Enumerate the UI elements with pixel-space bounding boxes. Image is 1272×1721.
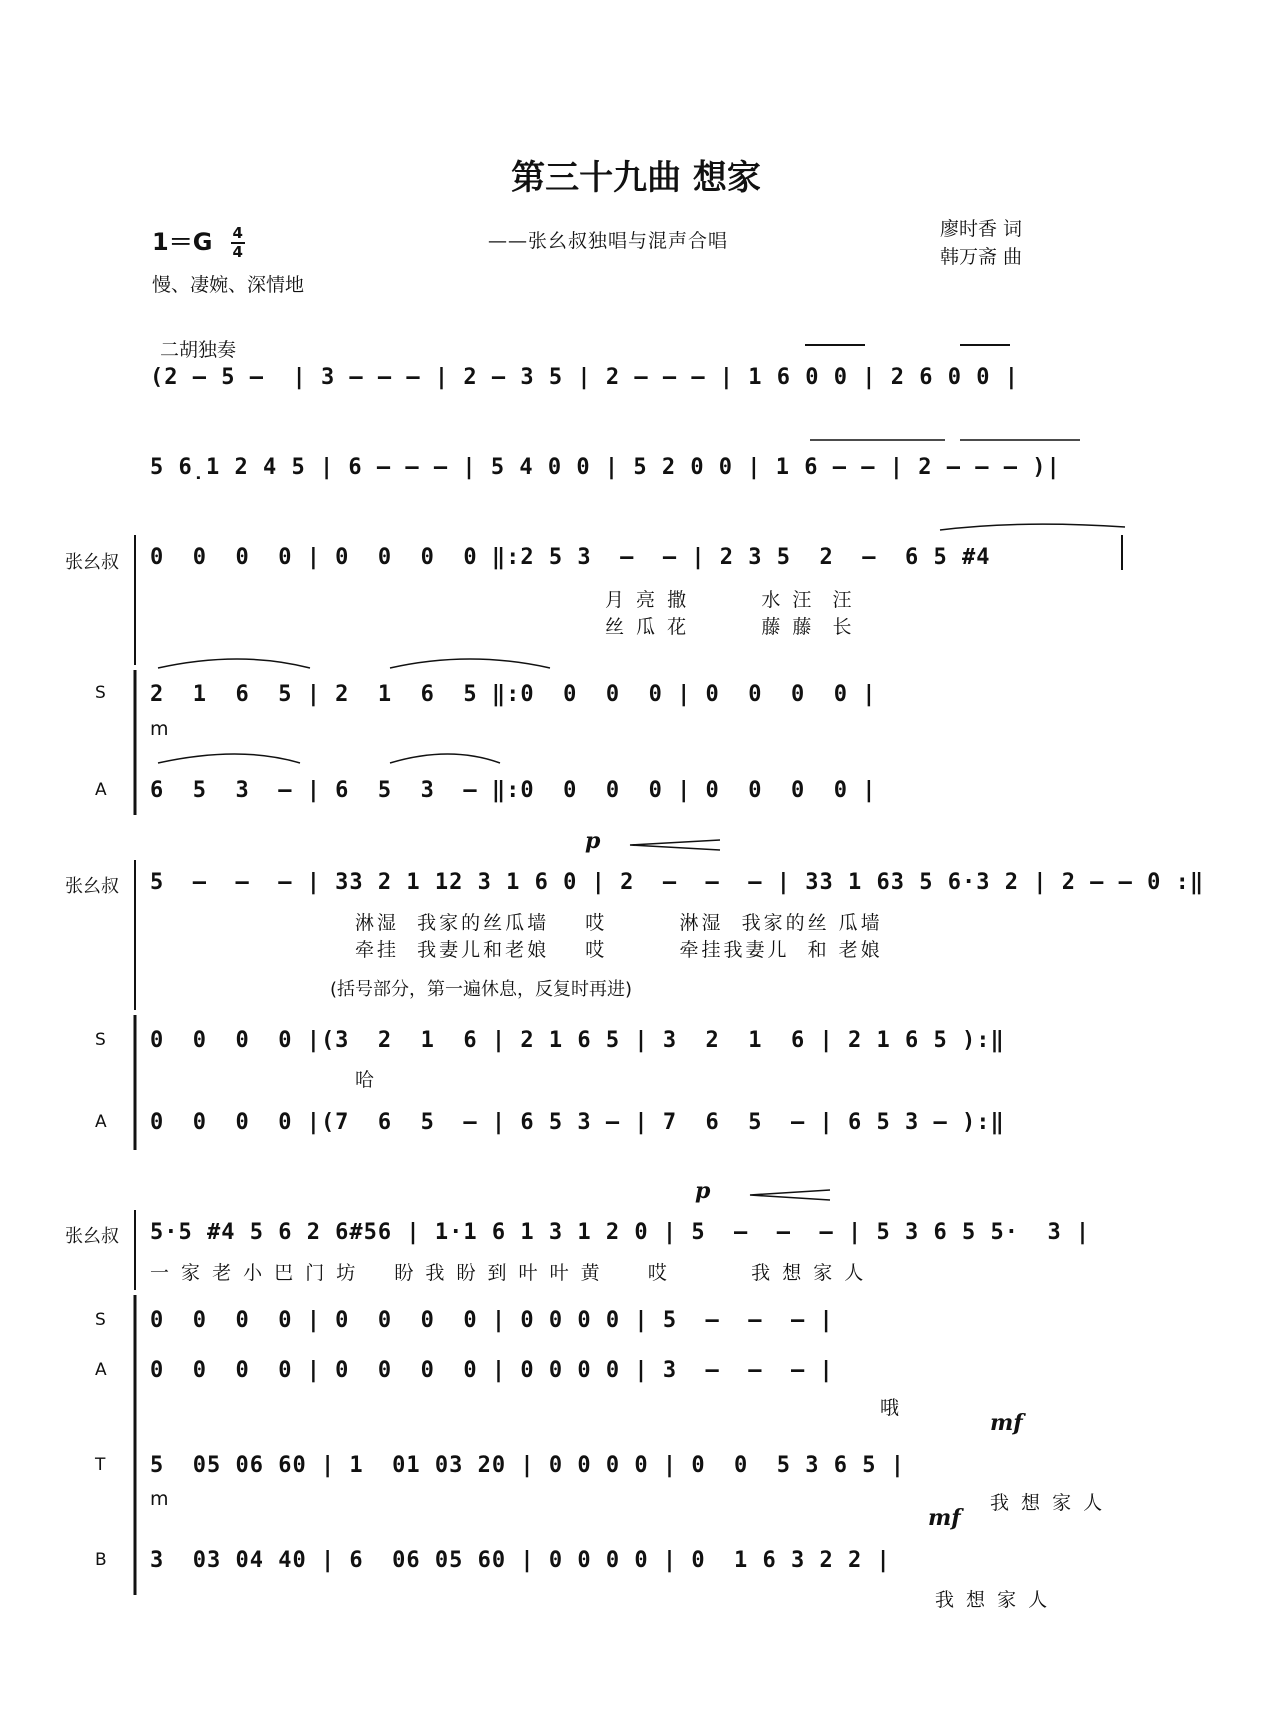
tenor-lyric: m <box>150 1488 172 1510</box>
dynamic-piano: p <box>585 828 601 854</box>
alto-notes: 6 5 3 – | 6 5 3 – ‖:0 0 0 0 | 0 0 0 0 | <box>150 778 877 803</box>
part-label-tenor: T <box>95 1455 106 1475</box>
time-signature: $\frac{4}{4}$ <box>232 224 243 261</box>
solo-lyrics-verse-1: 淋湿 我家的丝瓜墙 哎 淋湿 我家的丝 瓜墙 <box>355 912 883 934</box>
solo-lyrics: 一 家 老 小 巴 门 坊 盼 我 盼 到 叶 叶 黄 哎 我 想 家 人 <box>150 1262 867 1284</box>
part-label-solo: 张幺叔 <box>65 876 119 897</box>
part-label-soprano: S <box>95 1030 106 1050</box>
soprano-lyric: 哈 <box>355 1069 378 1091</box>
solo-notes: 5·5 #4 5 6 2 6#56 | 1·1 6 1 3 1 2 0 | 5 – – – | 5 3 6 5 5· 3 | <box>150 1220 1091 1245</box>
bass-lyric: 我 想 家 人 <box>935 1589 1051 1611</box>
part-label-bass: B <box>95 1550 107 1570</box>
tempo-marking: 慢、凄婉、深情地 <box>152 274 305 296</box>
part-label-alto: A <box>95 1360 107 1380</box>
part-label-alto: A <box>95 780 107 800</box>
solo-notes: 0 0 0 0 | 0 0 0 0 ‖:2 5 3 – – | 2 3 5 2 – 6 5 #4 <box>150 545 991 570</box>
bass-notes: 3 03 04 40 | 6 06 05 60 | 0 0 0 0 | 0 1 6 3 2 2 | <box>150 1548 891 1573</box>
part-label-alto: A <box>95 1112 107 1132</box>
part-label-soprano: S <box>95 683 106 703</box>
page-title: 第三十九曲 想家 <box>511 158 761 198</box>
solo-notes: 5 – – – | 33 2 1 12 3 1 6 0 | 2 – – – | 33 1 63 5 6·3 2 | 2 – – 0 :‖ <box>150 870 1205 895</box>
solo-lyrics-verse-2: 牵挂 我妻儿和老娘 哎 牵挂我妻儿 和 老娘 <box>355 939 883 961</box>
soprano-notes: 2 1 6 5 | 2 1 6 5 ‖:0 0 0 0 | 0 0 0 0 | <box>150 682 877 707</box>
tenor-lyric-2: 我 想 家 人 <box>990 1492 1106 1514</box>
subtitle: ——张幺叔独唱与混声合唱 <box>488 230 729 252</box>
soprano-notes: 0 0 0 0 | 0 0 0 0 | 0 0 0 0 | 5 – – – | <box>150 1308 834 1333</box>
intro-line-2: 5 6̣1 2 4 5 | 6 – – – | 5 4 0 0 | 5 2 0 0 | 1 6 – – | 2 – – – )| <box>150 455 1061 480</box>
bracket-note: (括号部分，第一遍休息，反复时再进) <box>330 979 633 1000</box>
solo-lyrics-verse-2: 丝 瓜 花 藤 藤 长 <box>605 616 855 638</box>
key-label: 1＝G <box>152 228 213 256</box>
soprano-lyric: m <box>150 718 172 740</box>
dynamic-mezzo-forte: mf <box>990 1410 1023 1436</box>
intro-instrument: 二胡独奏 <box>160 339 237 361</box>
dynamic-mezzo-forte: mf <box>928 1505 961 1531</box>
composer-credit: 韩万斋 曲 <box>939 246 1022 268</box>
intro-line-1: (2 – 5 – | 3 – – – | 2 – 3 5 | 2 – – – | 1 6 0 0 | 2 6 0 0 | <box>150 365 1019 390</box>
solo-lyrics-verse-1: 月 亮 撒 水 汪 汪 <box>605 589 855 611</box>
lyricist-credit: 廖时香 词 <box>939 218 1022 240</box>
alto-notes: 0 0 0 0 | 0 0 0 0 | 0 0 0 0 | 3 – – – | <box>150 1358 834 1383</box>
soprano-notes: 0 0 0 0 |(3 2 1 6 | 2 1 6 5 | 3 2 1 6 | 2 1 6 5 ):‖ <box>150 1028 1005 1053</box>
part-label-soprano: S <box>95 1310 106 1330</box>
alto-lyric: 哦 <box>880 1397 903 1419</box>
dynamic-piano: p <box>695 1178 711 1204</box>
alto-notes: 0 0 0 0 |(7 6 5 – | 6 5 3 – | 7 6 5 – | 6 5 3 – ):‖ <box>150 1110 1005 1135</box>
part-label-solo: 张幺叔 <box>65 1226 119 1247</box>
part-label-solo: 张幺叔 <box>65 552 119 573</box>
tenor-notes: 5 05 06 60 | 1 01 03 20 | 0 0 0 0 | 0 0 5 3 6 5 | <box>150 1453 905 1478</box>
